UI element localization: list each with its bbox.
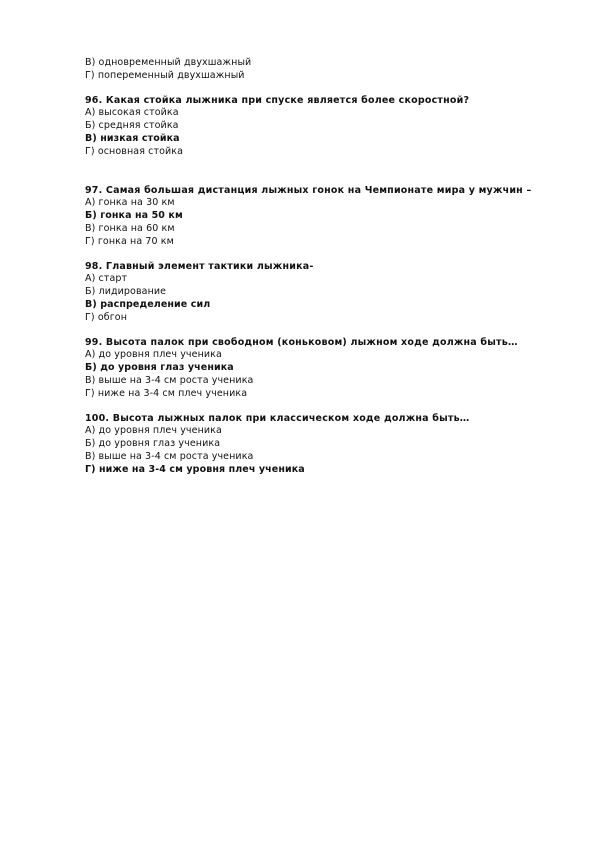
question-97 — [85, 185, 540, 249]
question-title: 100. Высота лыжных палок при классическом ходе должна быть… — [85, 412, 470, 424]
answer-option-correct: Г) ниже на 3-4 см уровня плеч ученика — [85, 463, 305, 475]
question-title: 98. Главный элемент тактики лыжника- — [85, 260, 314, 272]
answer-option: А) до уровня плеч ученика — [85, 349, 222, 361]
answer-option: А) до уровня плеч ученика — [85, 425, 222, 437]
answer-option: А) высокая стойка — [85, 107, 179, 119]
question-99 — [85, 337, 540, 401]
answer-option: Б) средняя стойка — [85, 120, 179, 132]
answer-option: В) выше на 3-4 см роста ученика — [85, 450, 254, 462]
answer-option-correct: В) распределение сил — [85, 298, 211, 310]
question-title: 96. Какая стойка лыжника при спуске является более скоростной? — [85, 94, 470, 106]
answer-option-correct: В) низкая стойка — [85, 132, 180, 144]
answer-option: В) гонка на 60 км — [85, 222, 175, 234]
answer-option: А) старт — [85, 273, 128, 285]
answer-option: Г) гонка на 70 км — [85, 235, 174, 247]
answer-option: Г) основная стойка — [85, 145, 184, 157]
question-98 — [85, 261, 540, 325]
answer-option: В) выше на 3-4 см роста ученика — [85, 374, 254, 386]
leading-option-v: В) одновременный двухшажный — [85, 57, 252, 68]
document-content — [85, 57, 540, 477]
leading-option-g: Г) попеременный двухшажный — [85, 69, 245, 81]
answer-option: Б) лидирование — [85, 286, 167, 298]
answer-option: Г) обгон — [85, 311, 128, 323]
answer-option: А) гонка на 30 км — [85, 197, 175, 209]
question-title: 97. Самая большая дистанция лыжных гонок на Чемпионате мира у мужчин – — [85, 184, 532, 196]
question-100 — [85, 413, 540, 477]
question-title: 99. Высота палок при свободном (коньковом) лыжном ходе должна быть… — [85, 336, 518, 348]
answer-option-correct: Б) гонка на 50 км — [85, 210, 183, 222]
answer-option: Б) до уровня глаз ученика — [85, 438, 221, 450]
answer-option-correct: Б) до уровня глаз ученика — [85, 362, 234, 374]
answer-option: Г) ниже на 3-4 см плеч ученика — [85, 387, 248, 399]
question-96 — [85, 95, 540, 159]
